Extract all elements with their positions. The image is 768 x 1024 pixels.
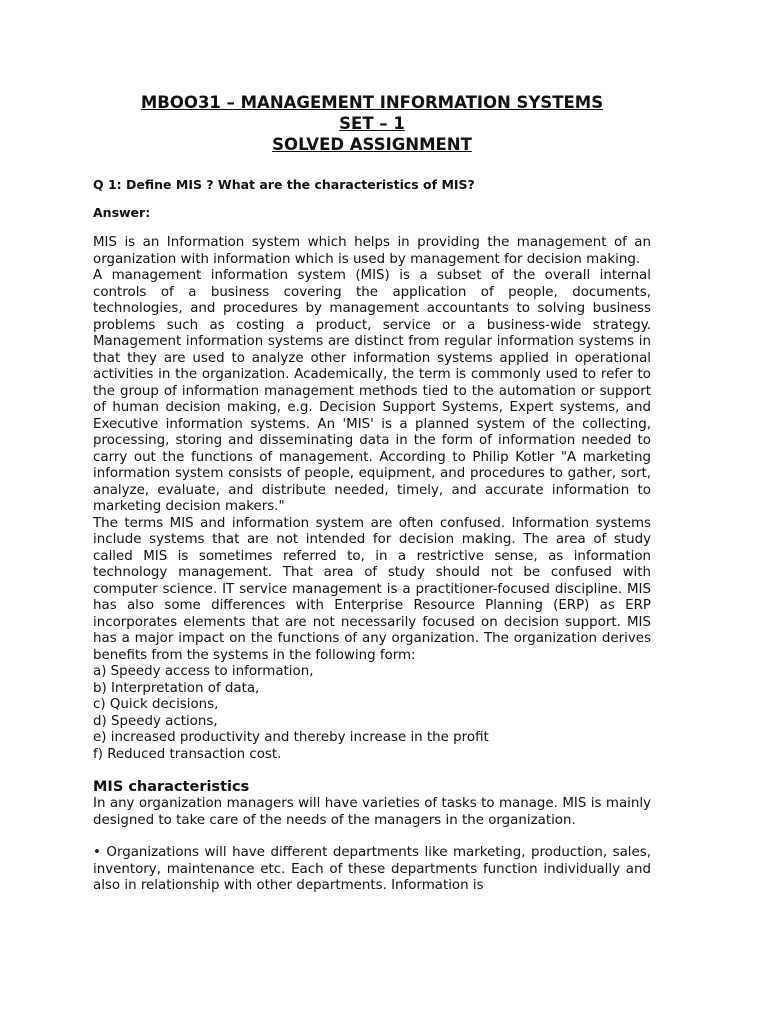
list-item: f) Reduced transaction cost. [93,746,282,762]
question-heading: Q 1: Define MIS ? What are the characteristics of MIS? [93,177,475,192]
bullet-paragraph-departments: • Organizations will have different departments like marketing, production, sales, inventory, maintenance etc. Each of these departments function individually and also in relationship with other departments. Information is [93,845,651,893]
list-item: c) Quick decisions, [93,697,219,712]
list-item: a) Speedy access to information, [93,664,314,679]
answer-label: Answer: [93,205,151,220]
section-heading-characteristics: MIS characteristics [93,779,250,795]
paragraph-characteristics-intro: In any organization managers will have varieties of tasks to manage. MIS is mainly designed to take care of the needs of the managers in the organization. [93,796,651,828]
document-page [93,92,651,895]
list-item: d) Speedy actions, [93,713,218,729]
document-title [53,92,691,155]
list-item: e) increased productivity and thereby increase in the profit [93,730,489,745]
paragraph-mis-subset: A management information system (MIS) is a subset of the overall internal controls of a business covering the application of people, documents, technologies, and procedures by management accountants to solving business problems such as costing a product, service or a business-wide strategy. Management information systems are distinct from regular information systems in that they are used to analyze other information systems applied in operational activities in the organization. Academically, the term is commonly used to refer to the group of information management methods tied to the automation or support of human decision making, e.g. Decision Support Systems, Expert systems, and Executive information systems. An 'MIS' is a planned system of the collecting, processing, storing and disseminating data in the form of information needed to carry out the functions of management. According to Philip Kotler "A marketing information system consists of people, equipment, and procedures to gather, sort, analyze, evaluate, and distribute needed, timely, and accurate information to marketing decision makers." [93,268,651,514]
title-line-solved: SOLVED ASSIGNMENT [272,135,472,154]
paragraph-definition: MIS is an Information system which helps in providing the management of an organization with information which is used by management for decision making. [93,235,651,267]
title-line-course: MBOO31 – MANAGEMENT INFORMATION SYSTEMS [140,93,604,112]
title-line-set: SET – 1 [339,114,405,133]
paragraph-mis-vs-is: The terms MIS and information system are often confused. Information systems include systems that are not intended for decision making. The area of study called MIS is sometimes referred to, in a restrictive sense, as information technology management. That area of study should not be confused with computer science. IT service management is a practitioner-focused discipline. MIS has also some differences with Enterprise Resource Planning (ERP) as ERP incorporates elements that are not necessarily focused on decision support. MIS has a major impact on the functions of any organization. The organization derives benefits from the systems in the following form: [93,515,651,663]
list-item: b) Interpretation of data, [93,680,260,696]
benefits-list [93,664,651,763]
